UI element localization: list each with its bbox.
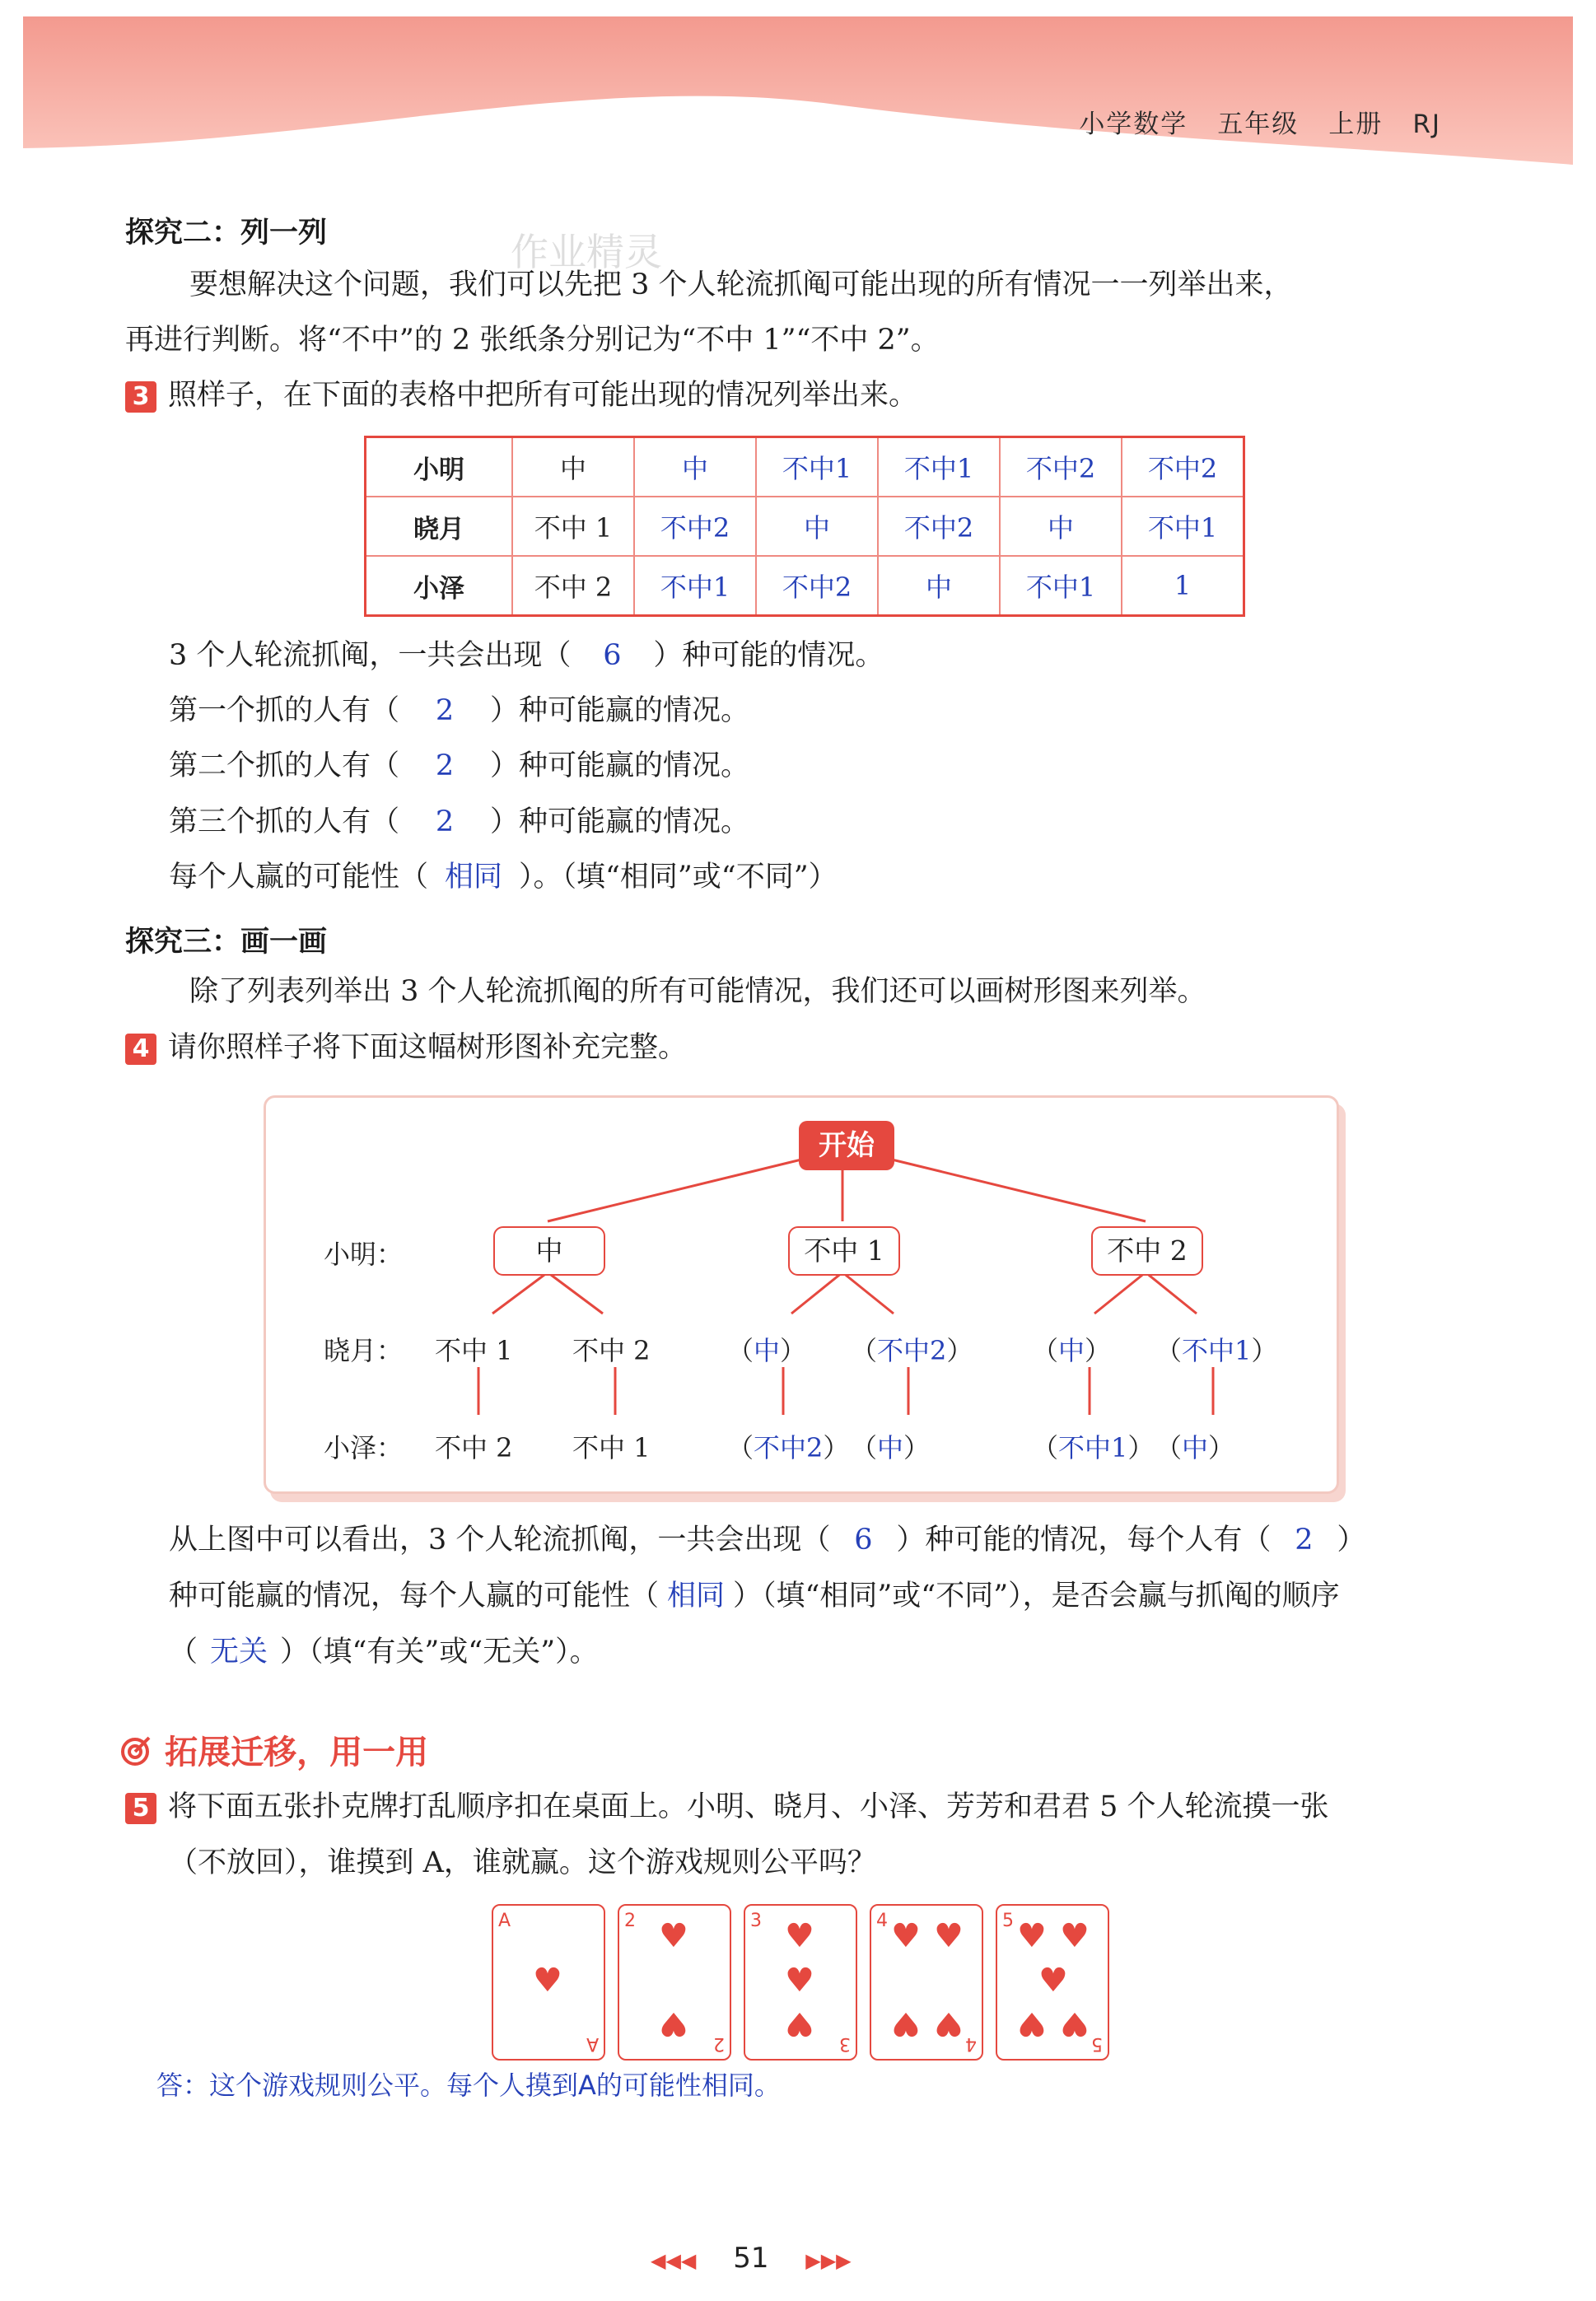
tree-leaf: 不中 2 — [435, 1432, 513, 1463]
tree-leaf: 不中 1 — [435, 1335, 513, 1366]
card-rank: 3 — [750, 1911, 762, 1931]
tree-answer: 不中1 — [1182, 1335, 1252, 1366]
fill-answer: 2 — [1295, 1524, 1314, 1557]
tree-leaf: （不中1） — [1032, 1432, 1155, 1463]
table-cell: 不中1 — [878, 437, 1000, 497]
card-rank: A — [498, 1911, 511, 1931]
fill-answer: 2 — [435, 805, 455, 838]
heart-icon: ♥ — [1017, 1917, 1047, 1955]
fill-text: 第三个抓的人有（ — [169, 805, 400, 838]
section2-title: 探究二：列一列 — [125, 217, 328, 250]
heart-icon: ♥ — [1060, 2005, 1090, 2042]
row-label: 小明 — [366, 437, 513, 497]
fill-text: ）种可能赢的情况。 — [490, 805, 750, 838]
tree-answer: 中 — [877, 1432, 904, 1463]
fill-text: ）（填“相同”或“不同”），是否会赢与抓阄的顺序 — [733, 1580, 1340, 1613]
tree-start-node: 开始 — [799, 1121, 894, 1170]
section2-intro-line2: 再进行判断。将“不中”的 2 张纸条分别记为“不中 1”“不中 2”。 — [125, 324, 940, 357]
playing-card — [492, 1904, 605, 2061]
table-cell: 不中1 — [1122, 497, 1244, 556]
table-cell: 不中2 — [1122, 437, 1244, 497]
heart-icon: ♥ — [533, 1962, 562, 2000]
card-rank: 4 — [965, 2033, 977, 2054]
header-info — [1049, 103, 1441, 140]
table-cell: 1 — [1122, 556, 1244, 616]
heart-icon: ♥ — [934, 2005, 964, 2042]
table-cell: 中 — [1000, 497, 1122, 556]
table-row — [366, 556, 1244, 616]
tree-answer: 中 — [1182, 1432, 1209, 1463]
table-cell: 不中 1 — [512, 497, 634, 556]
playing-card — [996, 1904, 1109, 2061]
q3-total-line — [169, 641, 884, 670]
q4-summary-line2 — [169, 1581, 1340, 1611]
heart-icon: ♥ — [1017, 2005, 1047, 2042]
tree-answer: 中 — [754, 1335, 781, 1366]
table-cell: 中 — [634, 437, 756, 497]
card-rank: 3 — [839, 2033, 851, 2054]
tree-label-xiaoyue: 晓月： — [324, 1335, 404, 1366]
table-cell: 不中1 — [634, 556, 756, 616]
table-row — [366, 497, 1244, 556]
tree-leaf: （中） — [851, 1432, 931, 1463]
playing-card — [744, 1904, 857, 2061]
heart-icon: ♥ — [785, 1917, 814, 1955]
header-volume: 上册 — [1328, 110, 1384, 139]
tree-answer: 不中2 — [877, 1335, 947, 1366]
q4-summary-line3 — [169, 1637, 599, 1667]
section3-title: 探究三：画一画 — [125, 926, 328, 959]
table-cell: 中 — [512, 437, 634, 497]
card-rank: 2 — [624, 1911, 636, 1931]
fill-answer: 无关 — [210, 1636, 268, 1669]
expand-header — [119, 1726, 428, 1773]
playing-card — [870, 1904, 983, 2061]
watermark: 作业精灵 — [511, 230, 662, 274]
fill-text: ）种可能的情况，每个人有（ — [896, 1524, 1272, 1557]
table-row — [366, 437, 1244, 497]
next-arrows-icon: ▶▶▶ — [805, 2249, 852, 2272]
heart-icon: ♥ — [1038, 1962, 1068, 2000]
table-cell: 不中 2 — [512, 556, 634, 616]
q3-third-line — [169, 807, 749, 837]
card-rank: 4 — [876, 1911, 888, 1931]
expand-title: 拓展迁移，用一用 — [165, 1734, 429, 1771]
page-number: 51 — [733, 2242, 769, 2275]
heart-icon: ♥ — [785, 2005, 814, 2042]
row-label: 小泽 — [366, 556, 513, 616]
fill-text: 从上图中可以看出，3 个人轮流抓阄，一共会出现（ — [169, 1524, 831, 1557]
card-rank: 5 — [1002, 1911, 1014, 1931]
card-rank: A — [586, 2033, 599, 2054]
fill-text: 种可能赢的情况，每个人赢的可能性（ — [169, 1580, 660, 1613]
tree-leaf: 不中 2 — [572, 1335, 651, 1366]
table-cell: 不中1 — [1000, 556, 1122, 616]
fill-text: ）。（填“相同”或“不同”） — [519, 861, 838, 894]
fill-text: ）（填“有关”或“无关”）。 — [280, 1636, 599, 1669]
tree-leaf: 不中 1 — [572, 1432, 651, 1463]
q3-number: 3 — [125, 381, 156, 413]
section2-intro-line1: 要想解决这个问题，我们可以先把 3 个人轮流抓阄可能出现的所有情况一一列举出来， — [189, 268, 1293, 301]
heart-icon: ♥ — [891, 1917, 921, 1955]
tree-label-xiaoming: 小明： — [324, 1239, 404, 1270]
prev-arrows-icon: ◀◀◀ — [651, 2249, 697, 2272]
header-grade: 五年级 — [1217, 110, 1300, 139]
tree-leaf: （不中2） — [727, 1432, 850, 1463]
tree-diagram — [264, 1095, 1339, 1494]
q4-prompt — [125, 1033, 687, 1065]
fill-answer: 2 — [435, 694, 455, 727]
q3-second-line — [169, 751, 749, 781]
header-subject: 小学数学 — [1079, 110, 1188, 139]
q5-answer: 答：这个游戏规则公平。每个人摸到A的可能性相同。 — [156, 2070, 781, 2101]
target-icon — [119, 1733, 154, 1767]
tree-node: 中 — [493, 1226, 605, 1276]
fill-answer: 相同 — [445, 861, 503, 894]
fill-answer: 6 — [854, 1524, 873, 1557]
table-cell: 中 — [756, 497, 878, 556]
q4-number: 4 — [125, 1034, 156, 1065]
tree-answer: 不中1 — [1058, 1432, 1128, 1463]
tree-leaf: （中） — [1155, 1432, 1235, 1463]
table-cell: 不中2 — [1000, 437, 1122, 497]
q3-first-line — [169, 696, 749, 726]
fill-answer: 6 — [603, 639, 622, 672]
fill-text: 3 个人轮流抓阄，一共会出现（ — [169, 639, 572, 672]
table-cell: 不中2 — [756, 556, 878, 616]
tree-answer: 不中2 — [754, 1432, 824, 1463]
header-band — [0, 0, 1596, 173]
fill-text: 第一个抓的人有（ — [169, 694, 400, 727]
fill-text: 每个人赢的可能性（ — [169, 861, 429, 894]
fill-answer: 2 — [435, 749, 455, 782]
fill-text: （ — [169, 1636, 198, 1669]
table-cell: 不中2 — [634, 497, 756, 556]
heart-icon: ♥ — [934, 1917, 964, 1955]
q3-same-line — [169, 862, 838, 892]
card-rank: 2 — [713, 2033, 725, 2054]
heart-icon: ♥ — [1060, 1917, 1090, 1955]
heart-icon: ♥ — [785, 1962, 814, 2000]
fill-text: ）种可能的情况。 — [653, 639, 884, 672]
tree-node: 不中 1 — [788, 1226, 900, 1276]
fill-answer: 相同 — [667, 1580, 726, 1613]
q5-line1 — [125, 1792, 1329, 1824]
fill-text: ）种可能赢的情况。 — [490, 749, 750, 782]
header-edition: RJ — [1412, 110, 1441, 139]
tree-answer: 中 — [1058, 1335, 1085, 1366]
tree-leaf: （中） — [727, 1335, 807, 1366]
tree-node: 不中 2 — [1091, 1226, 1203, 1276]
section3-intro: 除了列表列举出 3 个人轮流抓阄的所有可能情况，我们还可以画树形图来列举。 — [189, 975, 1206, 1008]
fill-text: ）种可能赢的情况。 — [490, 694, 750, 727]
heart-icon: ♥ — [659, 2005, 688, 2042]
heart-icon: ♥ — [659, 1917, 688, 1955]
q3-text: 照样子，在下面的表格中把所有可能出现的情况列举出来。 — [168, 379, 918, 412]
q5-number: 5 — [125, 1793, 156, 1824]
q5-text: 将下面五张扑克牌打乱顺序扣在桌面上。小明、晓月、小泽、芳芳和君君 5 个人轮流摸一张 — [168, 1790, 1329, 1823]
tree-leaf: （不中1） — [1155, 1335, 1278, 1366]
fill-text: 第二个抓的人有（ — [169, 749, 400, 782]
fill-text: ） — [1337, 1524, 1366, 1557]
table-cell: 不中2 — [878, 497, 1000, 556]
tree-leaf: （中） — [1032, 1335, 1112, 1366]
card-rank: 5 — [1091, 2033, 1103, 2054]
heart-icon: ♥ — [891, 2005, 921, 2042]
q5-line2: （不放回），谁摸到 A，谁就赢。这个游戏规则公平吗？ — [169, 1846, 876, 1879]
q4-text: 请你照样子将下面这幅树形图补充完整。 — [168, 1031, 688, 1064]
tree-leaf: （不中2） — [851, 1335, 973, 1366]
q4-summary-line1 — [169, 1525, 1365, 1555]
q3-table — [364, 436, 1245, 617]
row-label: 晓月 — [366, 497, 513, 556]
tree-label-xiaoze: 小泽： — [324, 1432, 404, 1463]
table-cell: 不中1 — [756, 437, 878, 497]
table-cell: 中 — [878, 556, 1000, 616]
q3-prompt — [125, 380, 917, 413]
playing-card — [618, 1904, 731, 2061]
page-footer — [651, 2242, 852, 2275]
